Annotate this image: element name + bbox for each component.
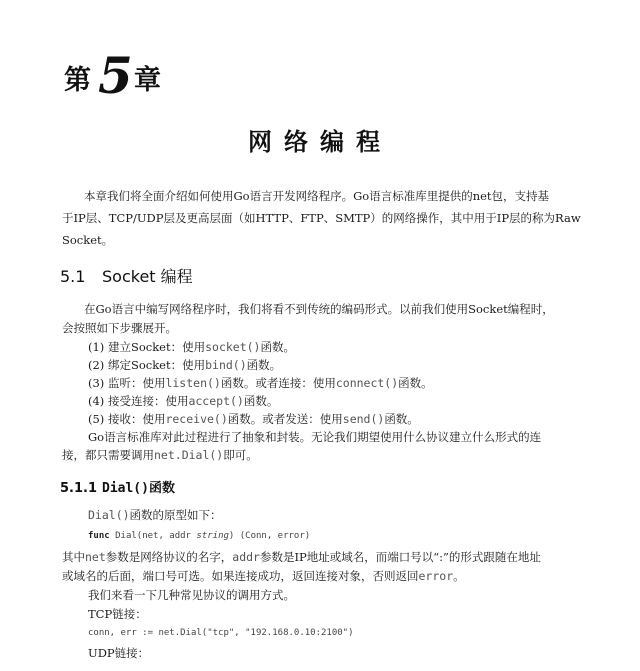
params-para-line-1: 其中net参数是网络协议的名字，addr参数是IP地址或域名，而端口号以“:”的形式跟随在地址 (62, 550, 541, 564)
intro-line-1: 本章我们将全面介绍如何使用Go语言开发网络程序。Go语言标准库里提供的net包，支持基 (84, 189, 550, 203)
section-title: Socket 编程 (102, 267, 193, 286)
inline-code: receive() (165, 412, 228, 426)
code-keyword: func (88, 531, 110, 541)
intro-line-3: Socket。 (62, 233, 114, 247)
intro-line-2: 于IP层、TCP/UDP层及更高层面（如HTTP、FTP、SMTP）的网络操作，其中用于IP层的称为Raw (62, 211, 581, 225)
step-item: (5) 接收：使用receive()函数。或者发送：使用send()函数。 (88, 412, 419, 426)
section-heading (60, 264, 193, 287)
inline-code: listen() (165, 376, 221, 390)
section-number: 5.1 (60, 267, 86, 286)
params-para-line-2: 或域名的后面，端口号可选。如果连接成功，返回连接对象，否则返回error。 (62, 569, 465, 583)
subsection-heading (60, 477, 175, 496)
inline-code: addr (232, 550, 260, 564)
inline-code: send() (342, 412, 385, 426)
inline-code: bind() (205, 358, 247, 372)
inline-code: connect() (335, 376, 399, 390)
tcp-label: TCP链接： (88, 607, 147, 621)
inline-code: net.Dial() (154, 448, 224, 462)
function-signature: func Dial(net, addr string) (Conn, error) (88, 531, 311, 541)
section-para-1-line-2: 会按照如下步骤展开。 (62, 321, 177, 335)
tcp-code-example: conn, err := net.Dial("tcp", "192.168.0.10:2100") (88, 628, 354, 638)
chapter-title: 网络编程 (248, 128, 392, 156)
subsection-number: 5.1.1 (60, 481, 98, 496)
step-item: (1) 建立Socket：使用socket()函数。 (88, 340, 295, 354)
inline-code: socket() (205, 340, 261, 354)
subsection-title-text: 函数 (148, 481, 175, 496)
step-item: (3) 监听：使用listen()函数。或者连接：使用connect()函数。 (88, 376, 433, 390)
subsection-title-code: Dial() (102, 481, 149, 496)
inline-code: error (418, 569, 454, 583)
code-type: string (196, 531, 229, 541)
examples-intro: 我们来看一下几种常见协议的调用方式。 (88, 588, 295, 602)
step-item: (4) 接受连接：使用accept()函数。 (88, 394, 279, 408)
step-item: (2) 绑定Socket：使用bind()函数。 (88, 358, 282, 372)
prototype-intro: Dial()函数的原型如下： (88, 508, 222, 522)
chapter-suffix: 章 (134, 65, 161, 96)
chapter-prefix: 第 (64, 65, 91, 96)
section-para-2-line-2: 接，都只需要调用net.Dial()即可。 (62, 448, 258, 462)
inline-code: net (85, 550, 106, 564)
section-para-1-line-1: 在Go语言中编写网络程序时，我们将看不到传统的编码形式。以前我们使用Socket编程时， (84, 302, 554, 316)
udp-label: UDP链接： (88, 646, 150, 660)
chapter-number: 5 (98, 46, 133, 105)
inline-code: accept() (188, 394, 244, 408)
section-para-2-line-1: Go语言标准库对此过程进行了抽象和封装。无论我们期望使用什么协议建立什么形式的连 (88, 430, 542, 444)
inline-code: Dial() (88, 508, 130, 522)
